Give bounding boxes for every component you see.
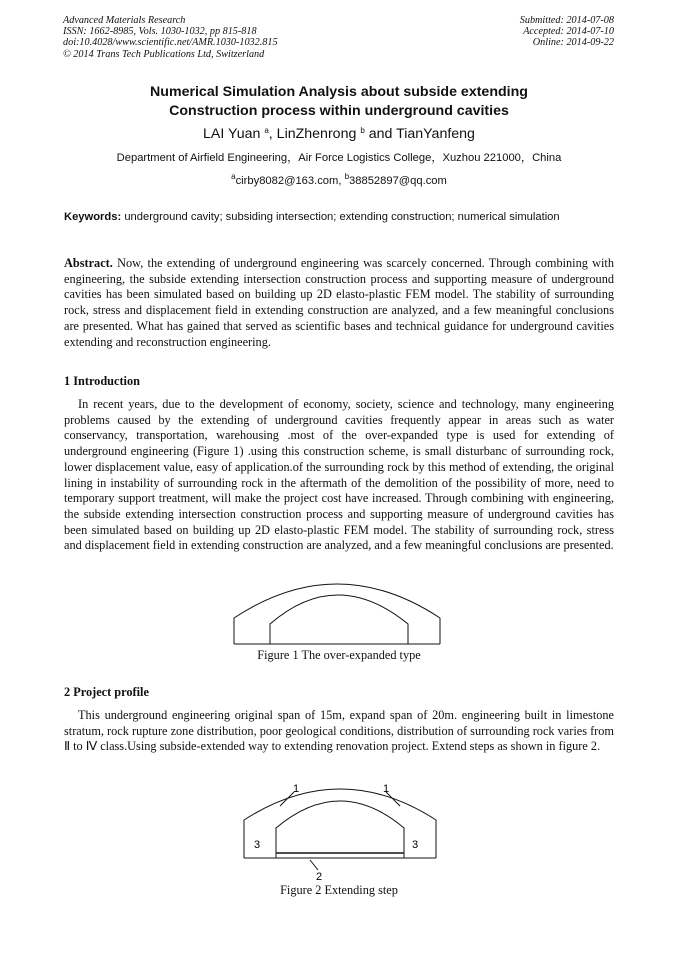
email-b[interactable]: 38852897@qq.com — [349, 175, 447, 187]
abstract-text: Now, the extending of underground engineering was scarcely concerned. Through combining with engineering, the subside extending intersection construction process and supporting measure of underground cavities has been simulated based on building up 2D elasto-plastic FEM model. The stability of surrounding rock, stress and displacement field in extending construction are analyzed, and a few meaningful conclusions are presented. What has gained that served as scientific bases and technical guidance for underground cavities extending and reconstruction engineering. — [64, 256, 614, 349]
section-1-paragraph: In recent years, due to the development of economy, society, science and technology, many engineering problems caused by the extending of underground cavities frequently appear in areas such as water conservancy, transportation, warehousing .most of the over-expanded type is used for extending of underground engineering (Figure 1) .using this construction scheme, is small disturbanc of surrounding rock, lower displacement value, easy of application.of the surrounding rock by this method of extending, the original lining in instability of surrounding rock in the aftermath of the demolition of the possibility of more, need to temporary support treatment, will make the project cost have increased. Through combining with engineering, the subside extending intersection construction process and supporting measure of underground cavities has been simulated based on building up 2D elasto-plastic FEM model. The stability of surrounding rock, stress and displacement field in extending construction are analyzed, and a few meaningful conclusions are presented. — [64, 397, 614, 553]
inner-original-profile — [270, 595, 408, 644]
email-a-mark: a — [231, 172, 236, 181]
section-2-heading: 2 Project profile — [64, 685, 149, 699]
email-b-mark: b — [344, 172, 350, 181]
label-1-left: 1 — [293, 783, 300, 795]
paper-title — [40, 83, 638, 121]
original-profile — [276, 801, 404, 858]
journal-copyright: © 2014 Trans Tech Publications Ltd, Switzerland — [63, 48, 265, 60]
section-1-heading: 1 Introduction — [64, 374, 140, 388]
author-2: , LinZhenrong — [268, 126, 357, 142]
affiliation: Department of Airfield Engineering，Air Force Logistics College，Xuzhou 221000，China — [116, 152, 562, 164]
email-line — [30, 174, 648, 188]
label-2-bottom: 2 — [316, 871, 323, 883]
journal-info — [63, 15, 278, 60]
author-1-mark: a — [264, 126, 269, 135]
submission-dates — [520, 15, 614, 49]
submitted-date: Submitted: 2014-07-08 — [519, 15, 614, 26]
figure-1-diagram — [226, 574, 448, 646]
keywords-text: underground cavity; subsiding intersection; extending construction; numerical simulation — [124, 211, 560, 223]
journal-doi[interactable]: doi:10.4028/www.scientific.net/AMR.1030-1032.815 — [63, 37, 278, 49]
label-3-right: 3 — [412, 839, 419, 851]
title-line-2: Construction process within underground cavities — [169, 103, 509, 119]
journal-name: Advanced Materials Research — [63, 15, 186, 26]
online-date: Online: 2014-09-22 — [532, 37, 614, 49]
abstract — [64, 256, 614, 350]
abstract-label: Abstract. — [64, 256, 113, 270]
outer-expanded-profile — [234, 584, 440, 644]
keywords — [64, 210, 614, 225]
leader-2 — [310, 860, 318, 870]
figure-1-caption: Figure 1 The over-expanded type — [257, 648, 421, 662]
author-2-mark: b — [360, 126, 365, 135]
author-list — [40, 125, 638, 143]
author-3: and TianYanfeng — [368, 126, 475, 142]
title-line-1: Numerical Simulation Analysis about subside extending — [150, 84, 528, 100]
expanded-profile — [244, 789, 436, 858]
section-2-paragraph: This underground engineering original span of 15m, expand span of 20m. engineering built in limestone stratum, rock rupture zone distribution, poor geological conditions, distribution of surrounding rock varies from Ⅱ to Ⅳ class.Using subside-extended way to extending renovation project. Extend steps as shown in figure 2. — [64, 708, 614, 754]
label-1-right: 1 — [383, 783, 390, 795]
figure-2-diagram — [240, 780, 440, 884]
figure-2-caption: Figure 2 Extending step — [280, 883, 398, 897]
accepted-date: Accepted: 2014-07-10 — [523, 26, 614, 38]
email-a[interactable]: cirby8082@163.com, — [235, 175, 345, 187]
author-1: LAI Yuan — [203, 126, 261, 142]
keywords-label: Keywords: — [64, 211, 122, 223]
label-3-left: 3 — [254, 839, 261, 851]
leader-1-left — [280, 792, 294, 806]
journal-issn: ISSN: 1662-8985, Vols. 1030-1032, pp 815-818 — [63, 26, 257, 38]
